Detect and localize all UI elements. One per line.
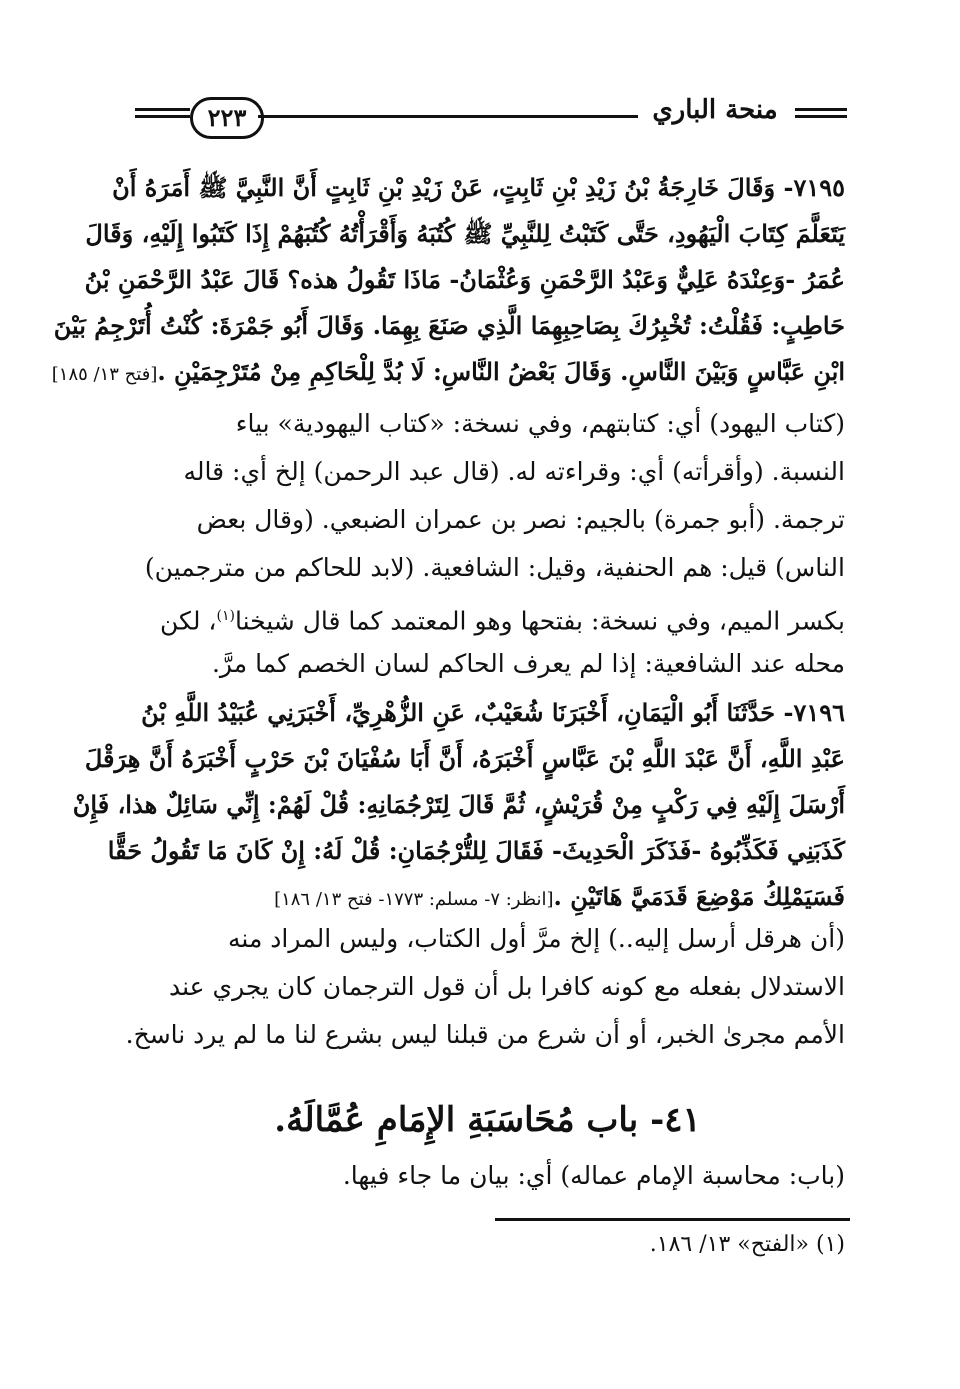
header-rule <box>258 115 638 118</box>
commentary-line: (أن هرقل أرسل إليه..) إلخ مرَّ أول الكتاب، وليس المراد منه <box>228 924 845 953</box>
hadith-7196 <box>72 690 845 920</box>
commentary-text: بكسر الميم، وفي نسخة: بفتحها وهو المعتمد كما قال شيخنا <box>234 606 845 636</box>
commentary-7196 <box>125 915 845 1059</box>
hadith-line <box>51 349 845 395</box>
hadith-7195 <box>51 165 845 395</box>
hadith-line: عُمَرُ -وَعِنْدَهُ عَلِيٌّ وَعَبْدُ الرَّحْمَنِ وَعُثْمَانُ- مَاذَا تَقُولُ هذه؟ قَالَ عَبْدُ الرَّحْمَنِ بْنُ <box>84 265 845 294</box>
hadith-line: أَرْسَلَ إِلَيْهِ فِي رَكْبٍ مِنْ قُرَيْشٍ، ثُمَّ قَالَ لِتَرْجُمَانِهِ: قُلْ لَهُمْ: إِنِّي سَائِلٌ هذا، فَإِنْ <box>72 790 845 819</box>
header-ornament-left <box>135 108 190 122</box>
hadith-line: عَبْدِ اللَّهِ، أَنَّ عَبْدَ اللَّهِ بْنَ عَبَّاسٍ أَخْبَرَهُ، أَنَّ أَبَا سُفْيَانَ بْنَ حَرْبٍ أَخْبَرَهُ أَنَّ هِرَقْلَ <box>84 744 845 773</box>
hadith-line: ٧١٩٥- وَقَالَ خَارِجَةُ بْنُ زَيْدِ بْنِ ثَابِتٍ، عَنْ زَيْدِ بْنِ ثَابِتٍ أَنَّ النَّبِيَّ ﷺ أَمَرَهُ أَنْ <box>112 173 845 202</box>
footnote-marker: (١) <box>216 608 235 624</box>
commentary-line: (باب: محاسبة الإمام عماله) أي: بيان ما جاء فيها. <box>342 1161 845 1190</box>
hadith-line: ٧١٩٦- حَدَّثَنَا أَبُو الْيَمَانِ، أَخْبَرَنَا شُعَيْبٌ، عَنِ الزُّهْرِيِّ، أَخْبَرَنِي عُبَيْدُ اللَّهِ بْنُ <box>141 698 845 727</box>
commentary-7195 <box>130 400 845 688</box>
footnote-rule <box>495 1218 850 1221</box>
header-ornament-right <box>795 108 847 122</box>
hadith-line: كَذَبَنِي فَكَذِّبُوهُ -فَذَكَرَ الْحَدِيثَ- فَقَالَ لِلتُّرْجُمَانِ: قُلْ لَهُ: إِنْ كَانَ مَا تَقُولُ حَقًّا <box>107 836 845 865</box>
commentary-line: محله عند الشافعية: إذا لم يعرف الحاكم لسان الخصم كما مرَّ. <box>211 649 845 678</box>
commentary-line: (كتاب اليهود) أي: كتابتهم، وفي نسخة: «كتاب اليهودية» بياء <box>235 409 845 438</box>
hadith-reference: [انظر: ٧- مسلم: ١٧٧٣- فتح ١٣/ ١٨٦] <box>274 889 554 910</box>
hadith-line: حَاطِبٍ: فَقُلْتُ: تُخْبِرُكَ بِصَاحِبِهِمَا الَّذِي صَنَعَ بِهِمَا. وَقَالَ أَبُو جَمْرَةَ: كُنْتُ أُتَرْجِمُ بَيْنَ <box>53 311 845 340</box>
commentary-line: ترجمة. (أبو جمرة) بالجيم: نصر بن عمران الضبعي. (وقال بعض <box>196 505 845 534</box>
page-number: ٢٢٣ <box>190 97 264 139</box>
hadith-line <box>130 874 845 920</box>
hadith-reference: [فتح ١٣/ ١٨٥] <box>51 364 158 385</box>
commentary-line: النسبة. (وأقرأته) أي: وقراءته له. (قال عبد الرحمن) إلخ أي: قاله <box>183 457 845 486</box>
hadith-line: يَتَعَلَّمَ كِتَابَ الْيَهُودِ، حَتَّى كَتَبْتُ لِلنَّبِيِّ ﷺ كُتُبَهُ وَأَقْرَأْتُهُ كُتُبَهُمْ إِذَا كَتَبُوا إِلَيْهِ، وَقَالَ <box>85 219 845 248</box>
footnote: (١) «الفتح» ١٣/ ١٨٦. <box>649 1232 845 1257</box>
commentary-line: الأمم مجرىٰ الخبر، أو أن شرع من قبلنا ليس بشرع لنا ما لم يرد ناسخ. <box>125 1020 845 1049</box>
commentary-text: ، لكن <box>160 606 217 636</box>
chapter-commentary <box>130 1152 845 1200</box>
hadith-text: فَسَيَمْلِكُ مَوْضِعَ قَدَمَيَّ هَاتَيْنِ . <box>553 882 845 911</box>
running-head-title: منحة الباري <box>652 95 778 125</box>
hadith-text: ابْنِ عَبَّاسٍ وَبَيْنَ النَّاسِ. وَقَالَ بَعْضُ النَّاسِ: لَا بُدَّ لِلْحَاكِمِ مِنْ مُتَرْجِمَيْنِ . <box>157 357 845 386</box>
commentary-line: الناس) قيل: هم الحنفية، وقيل: الشافعية. (لابد للحاكم من مترجمين) <box>144 553 845 582</box>
commentary-line <box>130 592 845 640</box>
chapter-title: ٤١- باب مُحَاسَبَةِ الإِمَامِ عُمَّالَهُ. <box>274 1100 701 1140</box>
commentary-line: الاستدلال بفعله مع كونه كافرا بل أن قول الترجمان كان يجري عند <box>168 972 845 1001</box>
